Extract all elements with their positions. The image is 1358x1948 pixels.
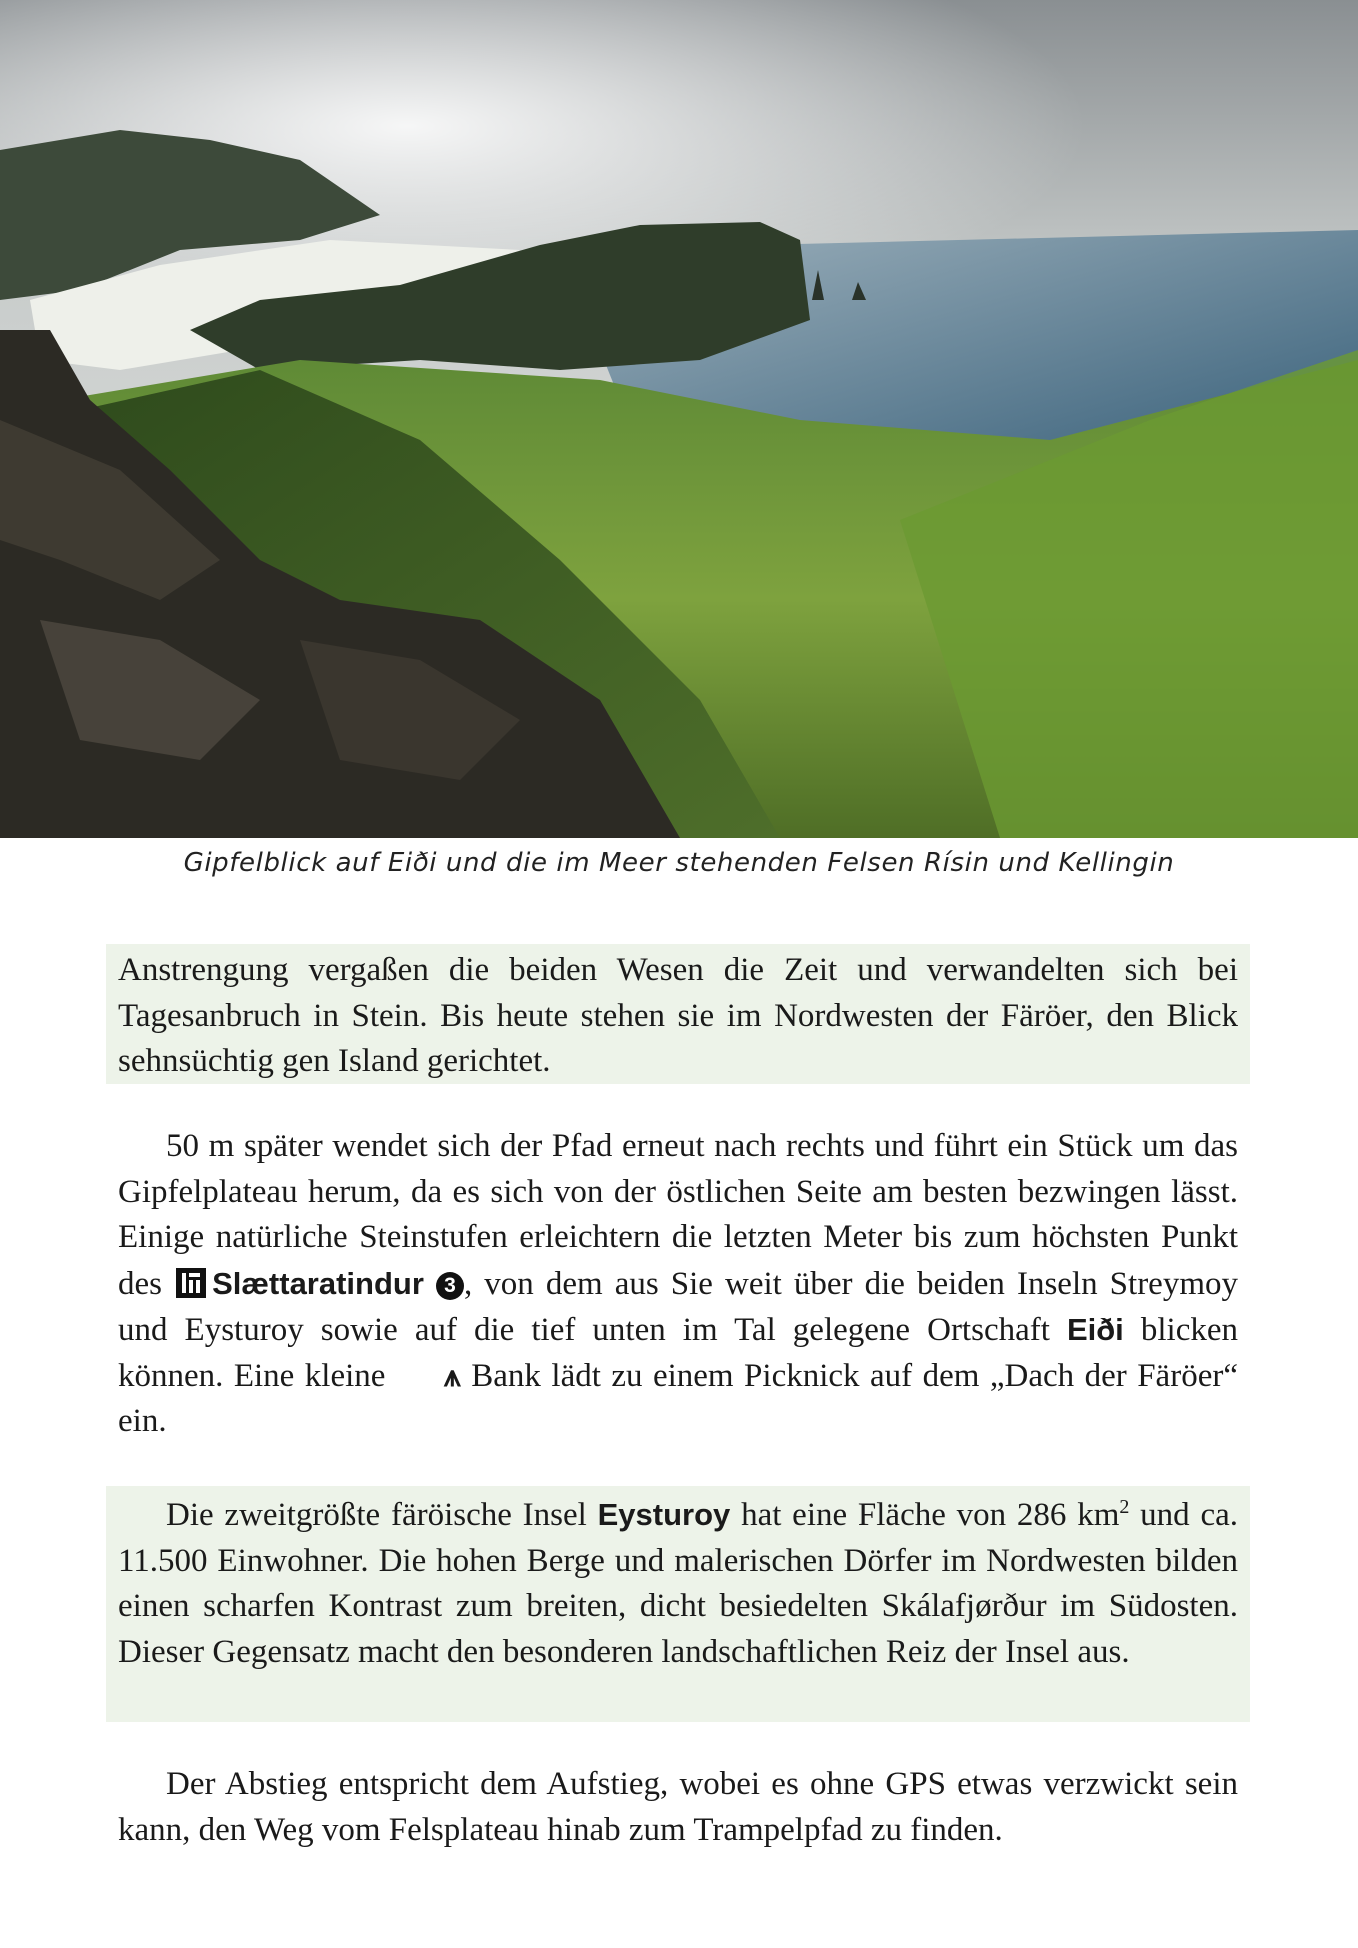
summit-icon xyxy=(176,1268,206,1298)
paragraph-summit xyxy=(106,1124,1250,1445)
paragraph-text: blicken können. Eine kleine xyxy=(118,1312,1238,1394)
photo-caption: Gipfelblick auf Eiði und die im Meer stehenden Felsen Rísin und Kellingin xyxy=(183,848,1175,878)
paragraph-text: Der Abstieg entspricht dem Aufstieg, wobei es ohne GPS etwas verzwickt sein kann, den Weg vom Felsplateau hinab zum Trampelpfad zu finden. xyxy=(118,1766,1238,1848)
village-name: Eiði xyxy=(1066,1312,1124,1347)
paragraph-text: und ca. 11.500 Einwohner. Die hohen Berge und malerischen Dörfer im Nordwesten bilden einen scharfen Kontrast zum breiten, dicht besiedelten Skálafjørður im Südosten. Dieser Gegensatz macht den besonderen landschaftlichen Reiz der Insel aus. xyxy=(118,1497,1238,1670)
paragraph-text: , von dem aus Sie weit über die beiden Inseln Streymoy und Eysturoy sowie auf die tief unten im Tal gelegene Ortschaft xyxy=(118,1265,1238,1348)
waypoint-number: 3 xyxy=(436,1272,464,1300)
superscript: 2 xyxy=(1119,1496,1130,1518)
paragraph-text: Die zweitgrößte färöische Insel xyxy=(166,1497,598,1533)
landscape-photo xyxy=(0,0,1358,838)
photo-illustration xyxy=(0,0,1358,838)
paragraph-text: Bank lädt zu einem Picknick auf dem „Dach der Färöer“ ein. xyxy=(118,1357,1238,1439)
peak-name: Slættaratindur xyxy=(212,1265,424,1301)
paragraph-text: 50 m später wendet sich der Pfad erneut nach rechts und führt ein Stück um das Gipfelplateau herum, da es sich von der östlichen Seite am besten bezwingen lässt. Einige natürliche Steinstufen erleichtern die letzten Meter bis zum höchsten Punkt des xyxy=(118,1128,1238,1302)
paragraph-text: hat eine Fläche von 286 km xyxy=(730,1497,1120,1533)
paragraph-descent xyxy=(106,1762,1250,1853)
bench-icon: ⩚ xyxy=(443,1358,461,1394)
paragraph-text: Anstrengung vergaßen die beiden Wesen die Zeit und verwandelten sich bei Tagesanbruch in Stein. Bis heute stehen sie im Nordwesten der Färöer, den Blick sehnsüchtig gen Island gerichtet. xyxy=(118,952,1238,1079)
paragraph-legend-end xyxy=(106,944,1250,1084)
paragraph-eysturoy-info xyxy=(106,1486,1250,1722)
island-name: Eysturoy xyxy=(597,1497,731,1532)
